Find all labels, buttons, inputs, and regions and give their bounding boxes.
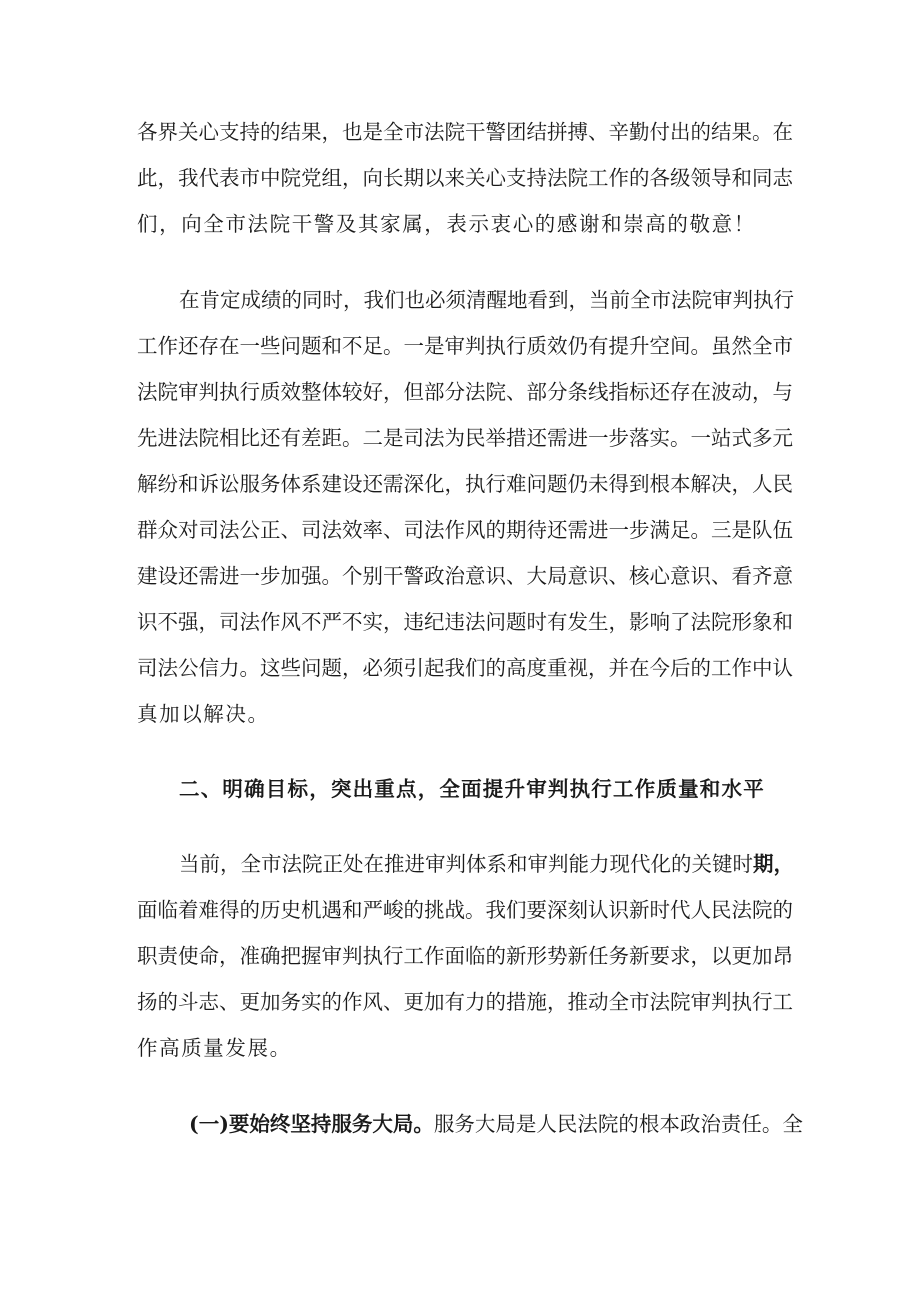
paragraph-3-line-4: 扬的斗志、更加务实的作风、更加有力的措施，推动全市法院审判执行工 — [137, 990, 793, 1014]
paragraph-4-line-1 — [189, 1109, 803, 1139]
paragraph-3-line-1-bold-text: 期， — [753, 852, 794, 876]
paragraph-2-line-3: 法院审判执行质效整体较好，但部分法院、部分条线指标还存在波动，与 — [137, 380, 793, 404]
paragraph-2-line-10: 真加以解决。 — [137, 702, 270, 726]
paragraph-3-line-3: 职责使命，准确把握审判执行工作面临的新形势新任务新要求，以更加昂 — [137, 944, 793, 968]
subsection-heading-1: (一)要始终坚持服务大局。 — [189, 1112, 434, 1136]
paragraph-2-line-2: 工作还存在一些问题和不足。一是审判执行质效仍有提升空间。虽然全市 — [137, 334, 793, 358]
paragraph-1-line-3: 们，向全市法院干警及其家属，表示衷心的感谢和崇高的敬意！ — [137, 212, 756, 236]
paragraph-3-line-2: 面临着难得的历史机遇和严峻的挑战。我们要深刻认识新时代人民法院的 — [137, 898, 793, 922]
paragraph-2-line-8: 识不强，司法作风不严不实，违纪违法问题时有发生，影响了法院形象和 — [137, 610, 793, 634]
paragraph-2-line-7: 建设还需进一步加强。个别干警政治意识、大局意识、核心意识、看齐意 — [137, 564, 793, 588]
paragraph-2-line-5: 解纷和诉讼服务体系建设还需深化，执行难问题仍未得到根本解决，人民 — [137, 472, 793, 496]
paragraph-4-line-1-text: 服务大局是人民法院的根本政治责任。全 — [433, 1112, 803, 1136]
paragraph-2-line-6: 群众对司法公正、司法效率、司法作风的期待还需进一步满足。三是队伍 — [137, 518, 793, 542]
paragraph-2-line-9: 司法公信力。这些问题，必须引起我们的高度重视，并在今后的工作中认 — [137, 656, 793, 680]
paragraph-3-line-1-text: 当前，全市法院正处在推进审判体系和审判能力现代化的关键时 — [179, 852, 753, 876]
paragraph-2-line-4: 先进法院相比还有差距。二是司法为民举措还需进一步落实。一站式多元 — [137, 426, 793, 450]
paragraph-3-line-1 — [179, 849, 794, 879]
paragraph-3-line-5: 作高质量发展。 — [137, 1036, 292, 1060]
section-heading-2: 二、明确目标，突出重点，全面提升审判执行工作质量和水平 — [179, 777, 765, 801]
paragraph-1-line-2: 此，我代表市中院党组，向长期以来关心支持法院工作的各级领导和同志 — [137, 166, 793, 190]
paragraph-2-line-1: 在肯定成绩的同时，我们也必须清醒地看到，当前全市法院审判执行 — [179, 288, 794, 312]
paragraph-1-line-1: 各界关心支持的结果，也是全市法院干警团结拼搏、辛勤付出的结果。在 — [137, 120, 793, 144]
